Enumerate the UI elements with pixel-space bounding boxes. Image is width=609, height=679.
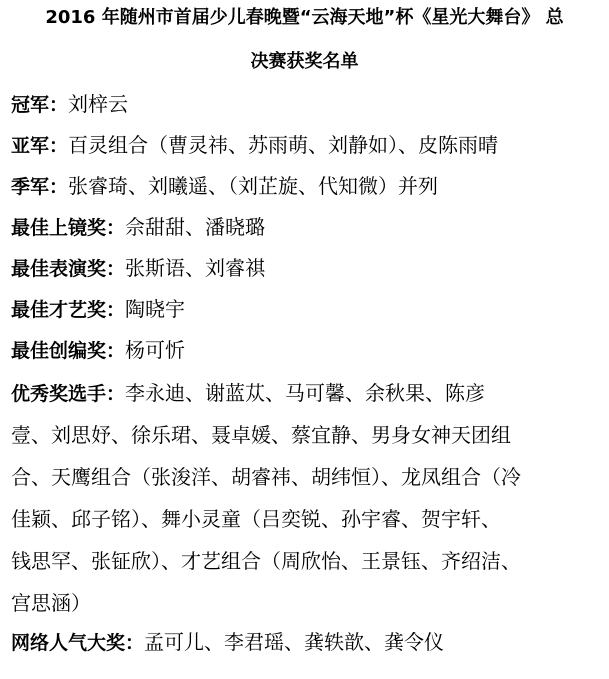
document-title-line-1: 2016 年随州市首届少儿春晚暨“云海天地”杯《星光大舞台》 总: [45, 7, 564, 28]
excellent-names-line: 李永迪、谢蓝苁、马可馨、余秋果、陈彦: [125, 381, 486, 405]
award-label-popularity: 网络人气大奖：: [11, 632, 145, 654]
award-names-runner-up: 百灵组合（曹灵祎、苏雨萌、刘静如）、皮陈雨晴: [68, 133, 499, 157]
excellent-line-1: [11, 372, 603, 414]
award-row-champion: [11, 84, 603, 125]
award-row-best-photogenic: [11, 207, 603, 248]
award-label-best-photogenic: 最佳上镜奖：: [11, 217, 126, 239]
excellent-names-line: 合、天鹰组合（张浚洋、胡睿祎、胡纬恒）、龙凤组合（冷: [11, 465, 521, 489]
award-row-best-choreography: [11, 330, 603, 371]
award-label-best-talent: 最佳才艺奖：: [11, 299, 126, 321]
award-names-popularity: 孟可儿、李君瑶、龚轶歆、龚令仪: [144, 630, 445, 654]
award-names-third: 张睿琦、刘曦遥、（刘芷旋、代知微）并列: [68, 174, 439, 198]
award-label-third: 季军：: [11, 176, 69, 198]
award-label-champion: 冠军：: [11, 94, 69, 116]
excellent-names-line: 钱思罕、张钲欣）、才艺组合（周欣怡、王景钰、齐绍洁、: [11, 549, 521, 573]
award-label-excellent: 优秀奖选手：: [11, 383, 126, 405]
award-row-best-talent: [11, 289, 603, 330]
award-row-popularity: [11, 622, 603, 663]
award-label-best-choreography: 最佳创编奖：: [11, 340, 126, 362]
award-names-best-performance: 张斯语、刘睿祺: [125, 256, 266, 280]
award-names-best-photogenic: 佘甜甜、潘晓璐: [125, 215, 266, 239]
excellent-names-line: 佳颖、邱子铭）、舞小灵童（吕奕锐、孙宇睿、贺宇轩、: [11, 507, 501, 531]
award-label-best-performance: 最佳表演奖：: [11, 258, 126, 280]
award-row-third: [11, 166, 603, 207]
award-names-champion: 刘梓云: [68, 92, 129, 116]
award-row-runner-up: [11, 125, 603, 166]
excellent-names-line: 壹、刘思妤、徐乐珺、聂卓媛、蔡宜静、男身女神天团组: [11, 423, 511, 447]
document-title-line-2: 决赛获奖名单: [250, 51, 359, 72]
award-label-runner-up: 亚军：: [11, 135, 69, 157]
award-row-best-performance: [11, 248, 603, 289]
award-names-best-choreography: 杨可忻: [125, 338, 186, 362]
excellent-names-line: 宫思涵）: [11, 591, 91, 615]
award-names-best-talent: 陶晓宇: [125, 297, 186, 321]
award-block-excellent: [11, 372, 603, 624]
